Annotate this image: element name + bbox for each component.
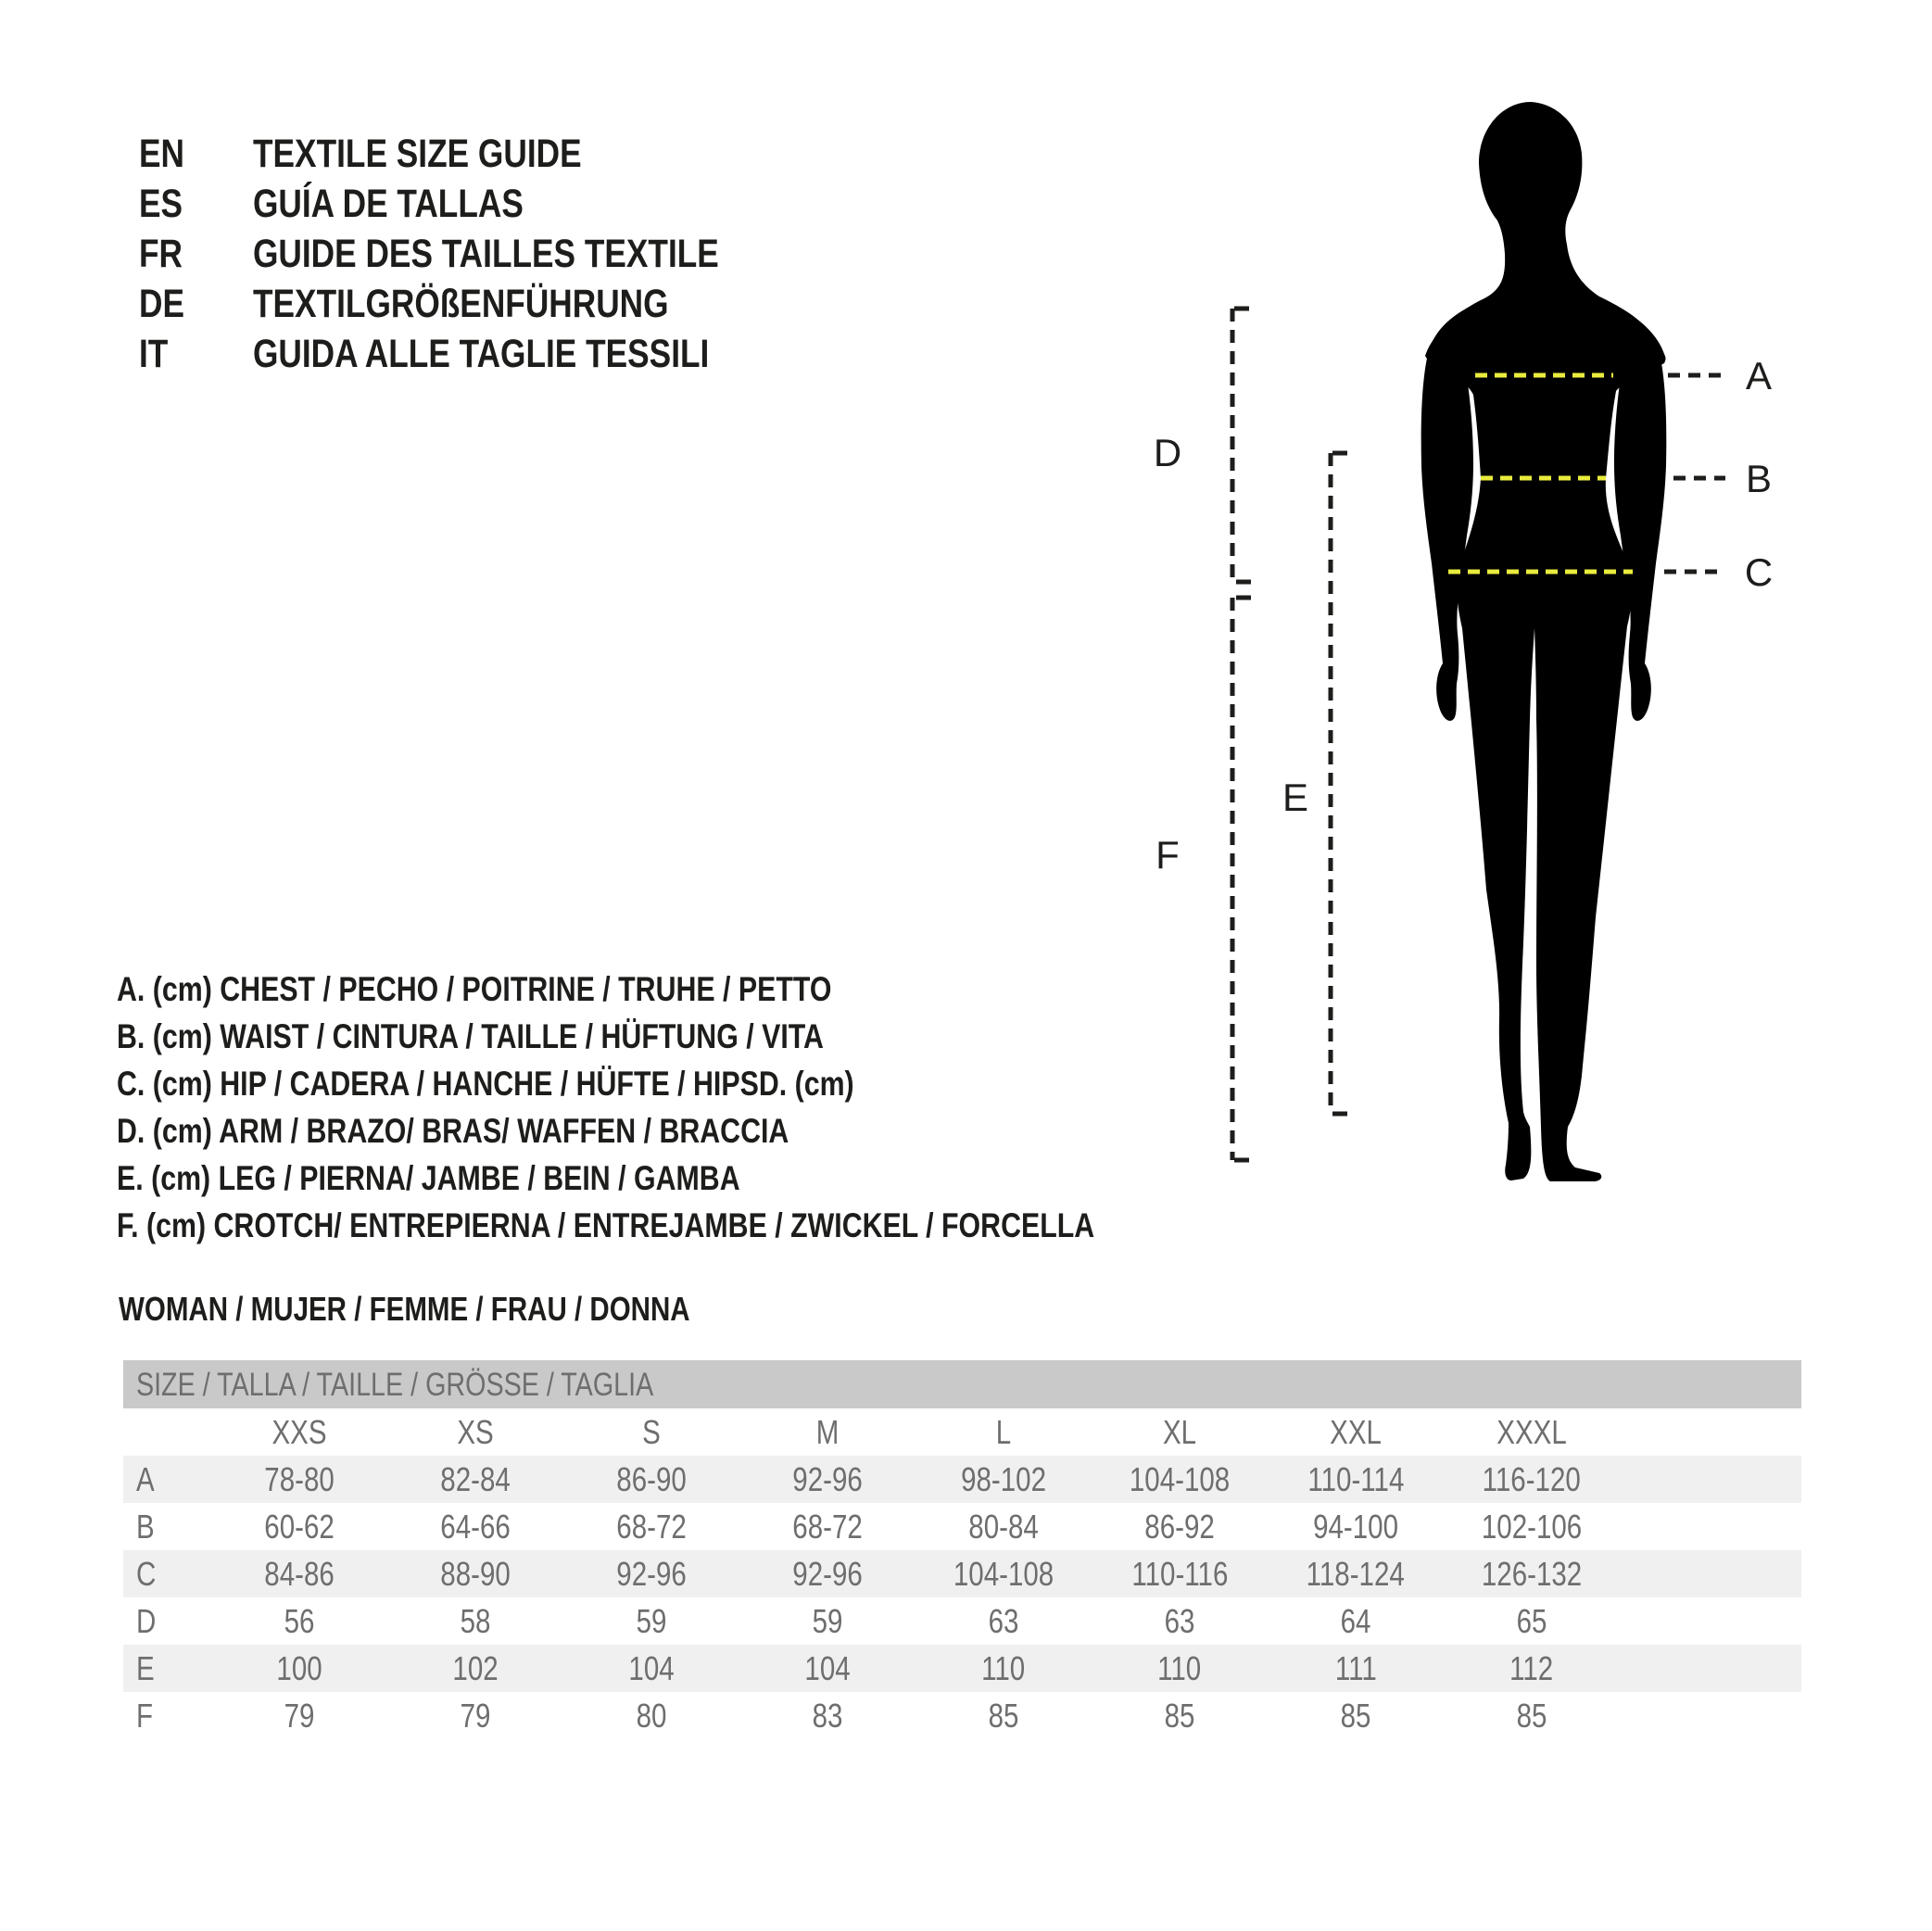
table-cell: 102-106 [1481, 1508, 1583, 1546]
guide-title: GUIDE DES TAILLES TEXTILE [253, 232, 719, 276]
table-cell: 64-66 [440, 1508, 511, 1546]
language-row-en [139, 129, 719, 179]
table-cell: 82-84 [440, 1460, 511, 1498]
chest-label: A [1745, 354, 1773, 398]
table-cell: 110-116 [1131, 1555, 1228, 1593]
language-row-de [139, 279, 719, 329]
size-table-title: SIZE / TALLA / TAILLE / GRÖSSE / TAGLIA [135, 1367, 654, 1403]
size-header-s: S [642, 1413, 661, 1451]
table-row-hip [123, 1550, 1801, 1597]
table-cell: 94-100 [1313, 1508, 1398, 1546]
arm-label: D [1153, 431, 1182, 474]
language-row-it [139, 329, 719, 379]
table-row-waist [123, 1503, 1801, 1550]
size-header-l: L [995, 1413, 1012, 1451]
row-label: B [135, 1508, 155, 1546]
measurement-description-a: A. (cm) CHEST / PECHO / POITRINE / TRUHE / PETTO [117, 970, 832, 1008]
language-code: EN [139, 132, 184, 176]
table-cell: 68-72 [792, 1508, 863, 1546]
measurement-description-b: B. (cm) WAIST / CINTURA / TAILLE / HÜFTUNG / VITA [117, 1017, 824, 1055]
size-header-xxl: XXL [1330, 1413, 1382, 1451]
table-cell: 63 [988, 1602, 1019, 1640]
table-cell: 110 [1157, 1649, 1202, 1687]
row-label: E [135, 1649, 155, 1687]
table-cell: 85 [1164, 1697, 1195, 1735]
table-cell: 60-62 [264, 1508, 335, 1546]
language-code: ES [139, 182, 183, 226]
spacer-cell [1620, 1692, 1801, 1739]
measurement-description-f: F. (cm) CROTCH/ ENTREPIERNA / ENTREJAMBE / ZWICKEL / FORCELLA [117, 1206, 1095, 1244]
guide-title: TEXTILGRÖßENFÜHRUNG [253, 282, 669, 326]
size-header-m: M [815, 1413, 840, 1451]
table-cell: 64 [1340, 1602, 1371, 1640]
table-cell: 104-108 [953, 1555, 1054, 1593]
language-row-fr [139, 229, 719, 279]
table-cell: 79 [460, 1697, 491, 1735]
table-cell: 116-120 [1482, 1460, 1582, 1498]
table-cell: 83 [812, 1697, 843, 1735]
table-cell: 80 [636, 1697, 667, 1735]
size-header-xl: XL [1162, 1413, 1197, 1451]
size-table-title-band [123, 1360, 1801, 1408]
table-cell: 92-96 [792, 1460, 863, 1498]
table-cell: 65 [1516, 1602, 1547, 1640]
hip-label: C [1744, 550, 1774, 594]
row-label: A [135, 1460, 155, 1498]
size-table [123, 1360, 1801, 1739]
language-code: FR [139, 232, 183, 276]
measurement-description-c: C. (cm) HIP / CADERA / HANCHE / HÜFTE / HIPSD. (cm) [117, 1065, 854, 1103]
table-cell: 104 [804, 1649, 851, 1687]
table-cell: 118-124 [1306, 1555, 1406, 1593]
table-cell: 80-84 [968, 1508, 1039, 1546]
table-cell: 88-90 [440, 1555, 511, 1593]
table-cell: 110 [981, 1649, 1026, 1687]
table-cell: 79 [284, 1697, 315, 1735]
table-cell: 86-90 [616, 1460, 687, 1498]
row-label: F [135, 1697, 153, 1735]
size-header-spacer [123, 1408, 211, 1456]
table-cell: 110-114 [1307, 1460, 1404, 1498]
spacer-cell [1620, 1456, 1801, 1503]
table-cell: 85 [1516, 1697, 1547, 1735]
table-cell: 84-86 [264, 1555, 335, 1593]
leg-label: E [1282, 776, 1309, 819]
spacer-cell [1620, 1408, 1801, 1456]
table-row-arm [123, 1597, 1801, 1645]
table-cell: 58 [460, 1602, 491, 1640]
table-cell: 100 [276, 1649, 322, 1687]
row-label: C [135, 1555, 157, 1593]
guide-title: TEXTILE SIZE GUIDE [253, 132, 582, 176]
language-code: DE [139, 282, 184, 326]
table-row-crotch [123, 1692, 1801, 1739]
table-cell: 85 [1340, 1697, 1371, 1735]
spacer-cell [1620, 1550, 1801, 1597]
table-cell: 86-92 [1144, 1508, 1215, 1546]
measurement-description-d: D. (cm) ARM / BRAZO/ BRAS/ WAFFEN / BRACCIA [117, 1112, 789, 1150]
table-cell: 63 [1164, 1602, 1195, 1640]
measurement-descriptions [117, 966, 1309, 1249]
table-cell: 104 [628, 1649, 675, 1687]
language-title-block [139, 129, 846, 379]
guide-title: GUIDA ALLE TAGLIE TESSILI [253, 332, 710, 376]
language-row-es [139, 179, 719, 229]
row-label: D [135, 1602, 157, 1640]
waist-label: B [1745, 457, 1773, 500]
table-cell: 78-80 [264, 1460, 335, 1498]
table-cell: 92-96 [792, 1555, 863, 1593]
guide-title: GUÍA DE TALLAS [253, 182, 524, 226]
crotch-label: F [1155, 833, 1180, 877]
spacer-cell [1620, 1645, 1801, 1692]
language-code: IT [139, 332, 169, 376]
table-cell: 92-96 [616, 1555, 687, 1593]
table-cell: 112 [1509, 1649, 1554, 1687]
size-header-row [123, 1408, 1801, 1456]
table-cell: 111 [1334, 1649, 1377, 1687]
table-cell: 56 [284, 1602, 315, 1640]
table-cell: 85 [988, 1697, 1019, 1735]
table-cell: 68-72 [616, 1508, 687, 1546]
arm-measure-bracket [1232, 309, 1251, 582]
leg-measure-bracket [1331, 453, 1347, 1114]
table-row-leg [123, 1645, 1801, 1692]
size-header-xxxl: XXXL [1496, 1413, 1567, 1451]
size-header-xxs: XXS [271, 1413, 327, 1451]
table-cell: 98-102 [961, 1460, 1046, 1498]
size-header-xs: XS [457, 1413, 494, 1451]
table-cell: 104-108 [1129, 1460, 1231, 1498]
spacer-cell [1620, 1597, 1801, 1645]
measurement-description-e: E. (cm) LEG / PIERNA/ JAMBE / BEIN / GAMBA [117, 1159, 740, 1197]
table-cell: 59 [636, 1602, 667, 1640]
spacer-cell [1620, 1503, 1801, 1550]
table-cell: 126-132 [1481, 1555, 1583, 1593]
table-row-chest [123, 1456, 1801, 1503]
table-cell: 59 [812, 1602, 843, 1640]
category-title: WOMAN / MUJER / FEMME / FRAU / DONNA [119, 1290, 690, 1328]
table-cell: 102 [452, 1649, 499, 1687]
